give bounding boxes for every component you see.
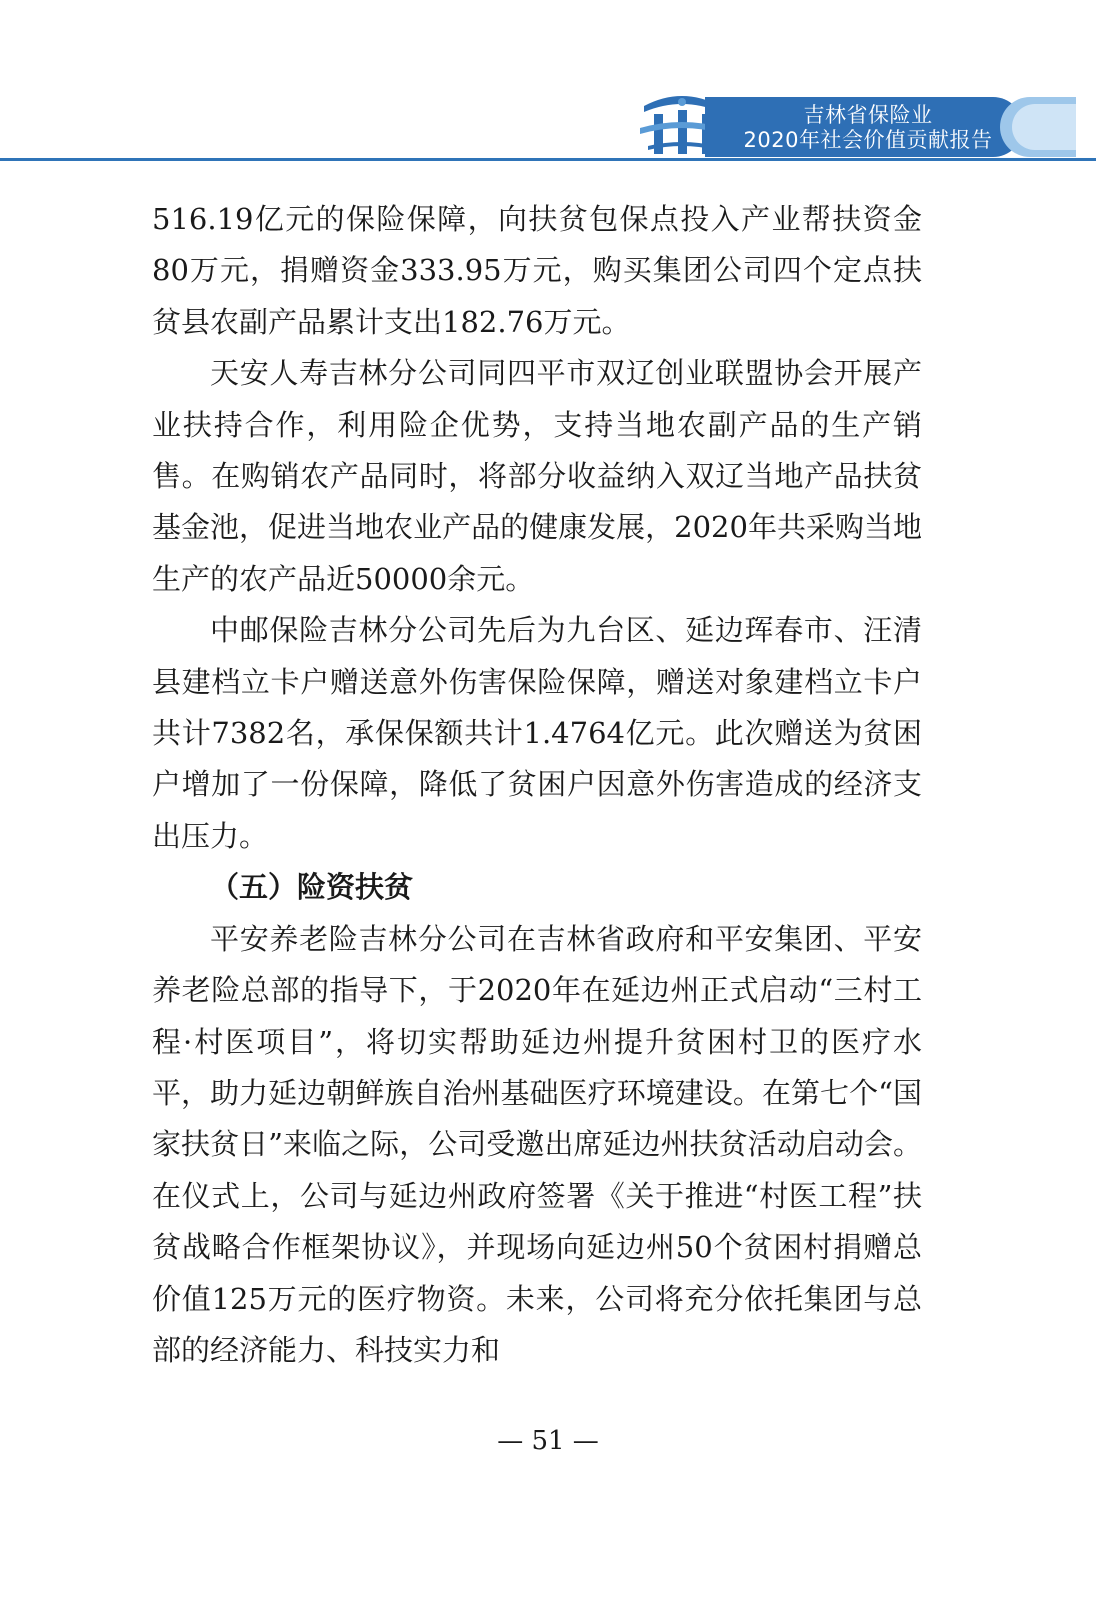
- section-heading: （五）险资扶贫: [210, 870, 414, 905]
- banner-cap-inner-decoration: [1012, 104, 1076, 150]
- header-divider: [0, 158, 1096, 161]
- page-number: — 51 —: [497, 1426, 599, 1456]
- report-year-title: 2020年社会价值贡献报告: [743, 128, 993, 152]
- page-header: [0, 0, 1096, 170]
- paragraph-1: 516.19亿元的保险保障，向扶贫包保点投入产业帮扶资金80万元，捐赠资金333.95万元，购买集团公司四个定点扶贫县农副产品累计支出182.76万元。: [152, 202, 922, 339]
- paragraph-2: 天安人寿吉林分公司同四平市双辽创业联盟协会开展产业扶持合作，利用险企优势，支持当地农副产品的生产销售。在购销农产品同时，将部分收益纳入双辽当地产品扶贫基金池，促进当地农业产品的健康发展，2020年共采购当地生产的农产品近50000余元。: [152, 356, 922, 596]
- paragraph-3: 中邮保险吉林分公司先后为九台区、延边珲春市、汪清县建档立卡户赠送意外伤害保险保障，赠送对象建档立卡户共计7382名，承保保额共计1.4764亿元。此次赠送为贫困户增加了一份保障，降低了贫困户因意外伤害造成的经济支出压力。: [152, 613, 922, 853]
- page-body: [152, 194, 922, 1376]
- report-org-title: 吉林省保险业: [803, 103, 933, 127]
- section-paragraph: 平安养老险吉林分公司在吉林省政府和平安集团、平安养老险总部的指导下，于2020年在延边州正式启动“三村工程·村医项目”，将切实帮助延边州提升贫困村卫的医疗水平，助力延边朝鲜族自治州基础医疗环境建设。在第七个“国家扶贫日”来临之际，公司受邀出席延边州扶贫活动启动会。在仪式上，公司与延边州政府签署《关于推进“村医工程”扶贫战略合作框架协议》，并现场向延边州50个贫困村捐赠总价值125万元的医疗物资。未来，公司将充分依托集团与总部的经济能力、科技实力和: [152, 921, 922, 1367]
